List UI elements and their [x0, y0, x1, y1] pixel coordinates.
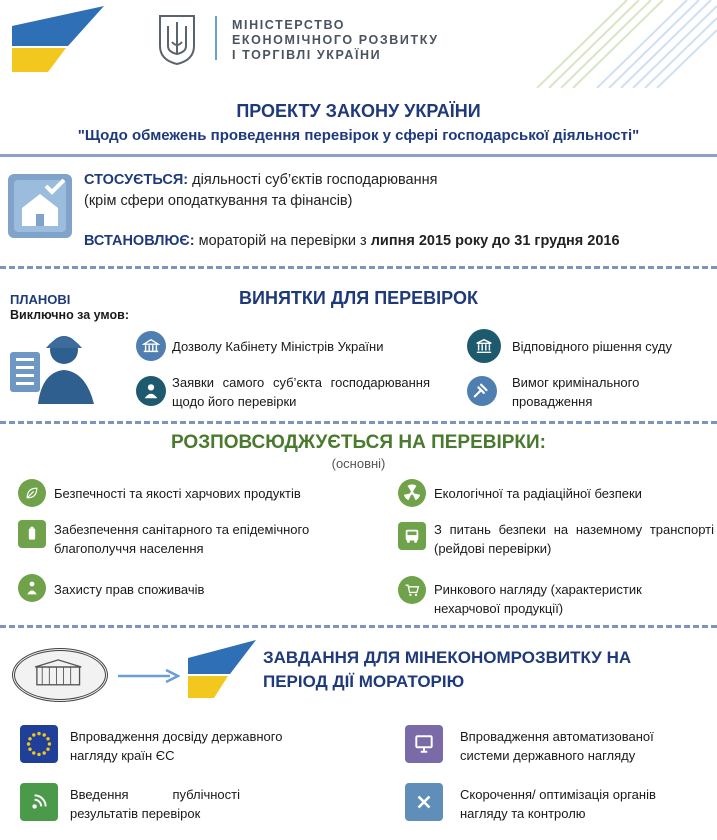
- court-icon: [467, 329, 501, 363]
- sets-block: [84, 233, 620, 249]
- ministry-line: МІНІСТЕРСТВО: [232, 18, 346, 32]
- task-item: Скорочення/ оптимізація органів нагляду та контролю: [460, 787, 656, 821]
- eu-flag-icon: [20, 725, 58, 763]
- close-x-icon: [405, 783, 443, 821]
- consumer-icon: [18, 574, 46, 602]
- ministry-name: [232, 18, 439, 63]
- inspection-type: Захисту прав споживачів: [54, 582, 205, 597]
- government-building-icon: [136, 331, 166, 361]
- task-item: Впровадження досвіду державного нагляду країн ЄС: [70, 729, 283, 763]
- inspection-type: Екологічної та радіаційної безпеки: [434, 486, 642, 501]
- inspection-type: Ринкового нагляду (характеристик нехарчової продукції): [434, 582, 642, 616]
- exception-item: Дозволу Кабінету Міністрів України: [172, 339, 384, 354]
- inspection-type: Безпечності та якості харчових продуктів: [54, 486, 301, 501]
- dashed-divider: [0, 266, 717, 269]
- applies-subheading: (основні): [331, 456, 386, 471]
- bus-icon: [398, 522, 426, 550]
- only-if-label: Виключно за умов:: [10, 308, 130, 322]
- decorative-stripes: [497, 0, 717, 88]
- applicant-icon: [136, 376, 166, 406]
- cart-icon: [398, 576, 426, 604]
- exceptions-heading: ВИНЯТКИ ДЛЯ ПЕРЕВІРОК: [239, 288, 478, 308]
- document-title: ПРОЕКТУ ЗАКОНУ УКРАЇНИ: [236, 101, 481, 121]
- exception-item: Заявки самого суб’єкта господарювання щодо його перевірки: [172, 375, 430, 409]
- trident-emblem-icon: [156, 12, 198, 66]
- concerns-text: діяльності суб’єктів господарювання: [188, 172, 438, 188]
- task-item: Введення публічності результатів перевірок: [70, 787, 240, 821]
- inspection-type: Забезпечення санітарного та епідемічного благополуччя населення: [54, 522, 310, 556]
- concerns-block: [84, 170, 437, 212]
- broadcast-icon: [20, 783, 58, 821]
- inspector-icon: [8, 326, 96, 404]
- inspection-type: З питань безпеки на наземному транспорті (рейдові перевірки): [434, 522, 714, 556]
- tasks-heading-line: ПЕРІОД ДІЇ МОРАТОРІЮ: [263, 672, 465, 691]
- planned-label: ПЛАНОВІ: [10, 292, 71, 307]
- ministry-logo: [8, 6, 104, 72]
- house-checklist-icon: [8, 174, 72, 238]
- gavel-icon: [467, 376, 497, 406]
- ministry-line: І ТОРГІВЛІ УКРАЇНИ: [232, 48, 382, 62]
- sets-label: ВСТАНОВЛЮЄ:: [84, 233, 195, 249]
- tasks-heading-line: ЗАВДАННЯ ДЛЯ МІНЕКОНОМРОЗВИТКУ НА: [263, 648, 632, 667]
- tasks-heading: [263, 646, 631, 694]
- exception-item: Відповідного рішення суду: [512, 339, 672, 354]
- dashed-divider: [0, 421, 717, 424]
- ministry-logo-small: [186, 640, 256, 698]
- sanitary-icon: [18, 520, 46, 548]
- computer-icon: [405, 725, 443, 763]
- header-divider: [215, 16, 217, 60]
- moratorium-period: липня 2015 року до 31 грудня 2016: [370, 233, 620, 249]
- law-name: "Щодо обмежень проведення перевірок у сфері господарської діяльності": [77, 127, 640, 144]
- cabinet-building-seal: [12, 648, 108, 702]
- concerns-exclusion: (крім сфери оподаткування та фінансів): [84, 193, 353, 209]
- applies-heading: РОЗПОВСЮДЖУЄТЬСЯ НА ПЕРЕВІРКИ:: [171, 432, 546, 453]
- concerns-label: СТОСУЄТЬСЯ:: [84, 172, 189, 188]
- arrow-right-icon: [116, 667, 180, 685]
- sets-text: мораторій на перевірки з: [194, 233, 371, 249]
- leaf-icon: [18, 479, 46, 507]
- exception-item: Вимог кримінального провадження: [512, 375, 640, 409]
- divider: [0, 154, 717, 157]
- dashed-divider: [0, 625, 717, 628]
- radiation-icon: [398, 479, 426, 507]
- task-item: Впровадження автоматизованої системи державного нагляду: [460, 729, 654, 763]
- ministry-line: ЕКОНОМІЧНОГО РОЗВИТКУ: [232, 33, 439, 47]
